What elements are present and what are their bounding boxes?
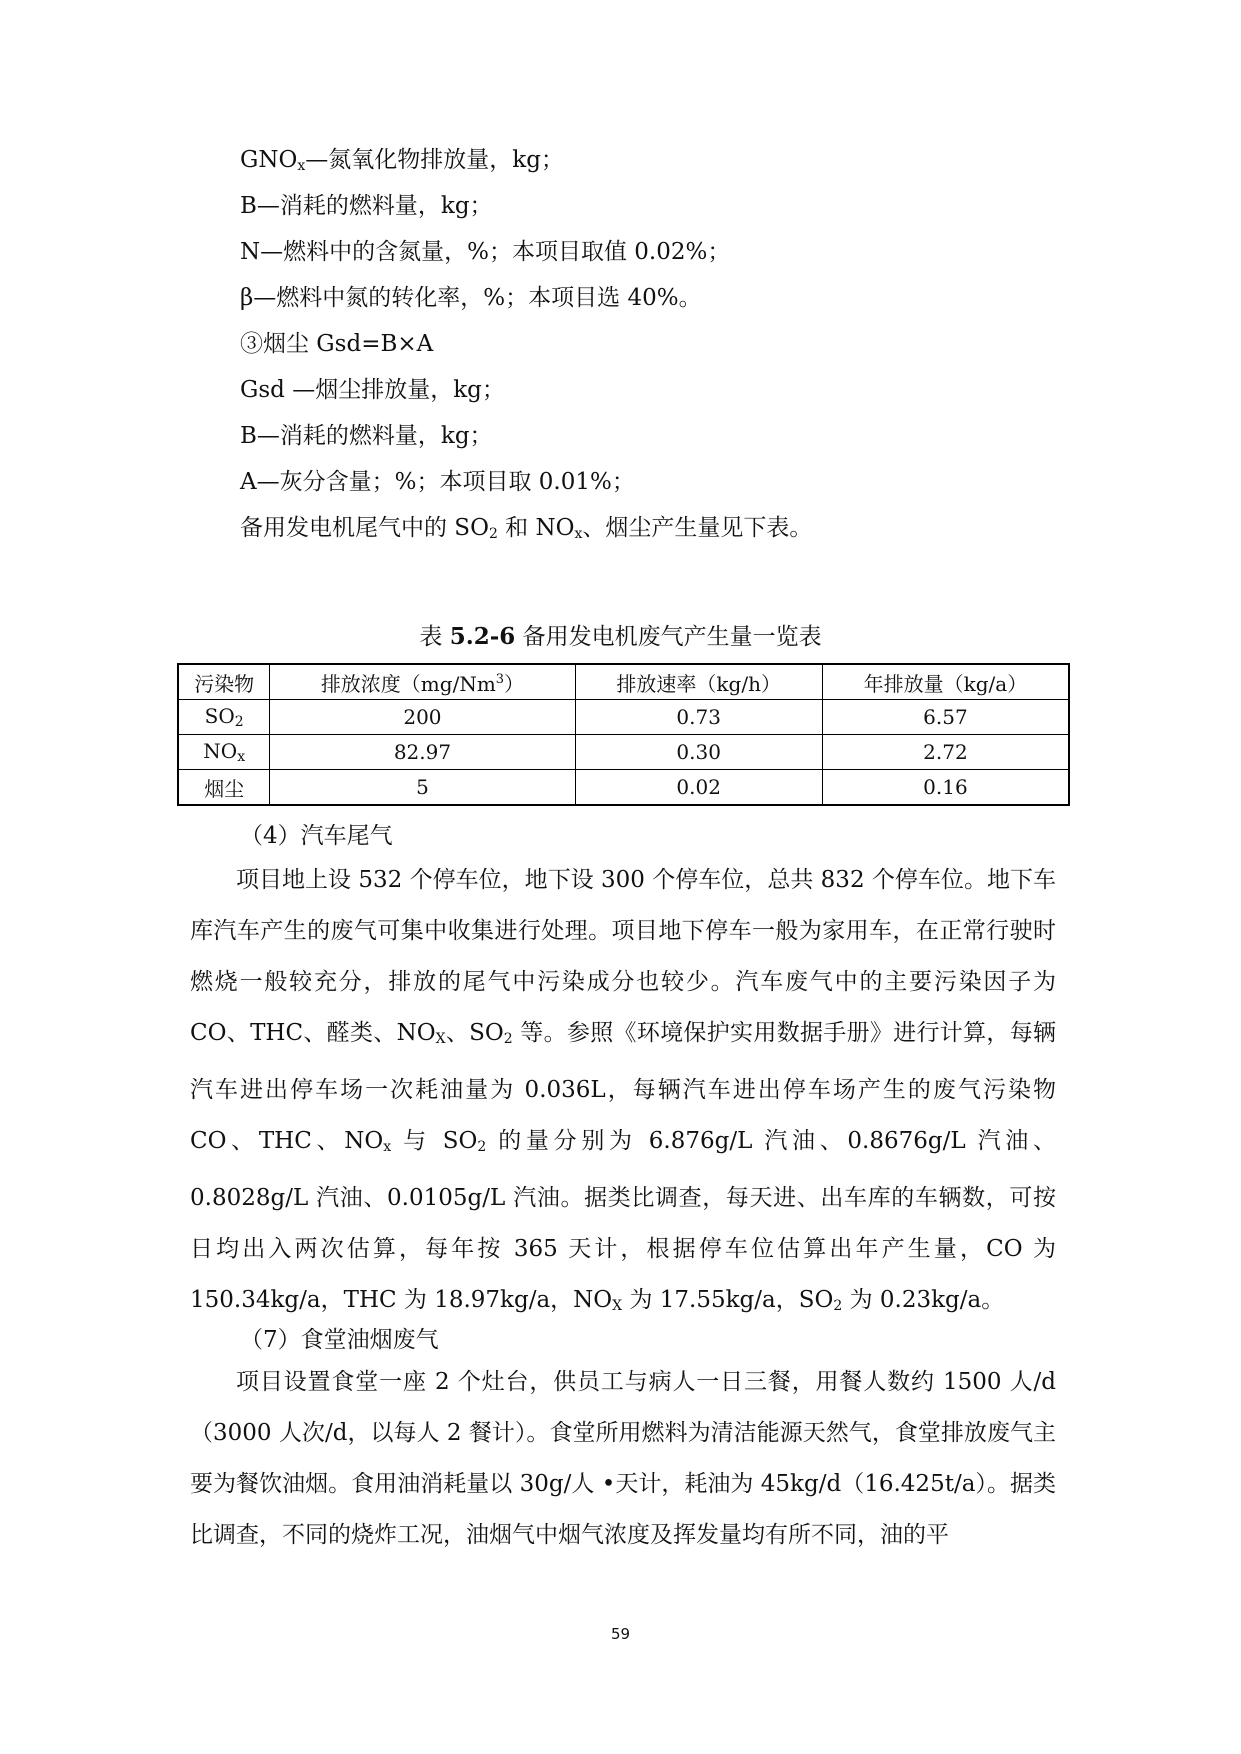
table-row <box>178 700 1069 735</box>
table-cell: 5 <box>270 770 575 806</box>
formula-line: B—消耗的燃料量，kg； <box>240 423 493 449</box>
header-cell: 排放浓度（mg/Nm$^3$） <box>270 664 575 700</box>
emissions-table <box>177 663 1070 806</box>
header-cell: 年排放量（kg/a） <box>822 664 1069 700</box>
table-cell: 0.73 <box>575 700 822 735</box>
section-heading: （4）汽车尾气 <box>240 823 393 849</box>
table-row <box>178 735 1069 770</box>
table-caption <box>0 622 1241 652</box>
table-cell: 0.30 <box>575 735 822 770</box>
table-row <box>178 770 1069 806</box>
formula-line: $GNO_x—$氮氧化物排放量，kg； <box>240 147 564 174</box>
caption-number: 5.2-6 <box>449 623 516 650</box>
table-cell: 烟尘 <box>178 770 270 806</box>
formula-line: ③烟尘 Gsd=B×A <box>240 331 434 357</box>
table-cell: $SO_2$ <box>178 700 270 735</box>
caption-title: 备用发电机废气产生量一览表 <box>522 624 822 650</box>
paragraph: 项目设置食堂一座 2 个灶台，供员工与病人一日三餐，用餐人数约 1500 人/d（3000 人次/d，以每人 2 餐计）。食堂所用燃料为清洁能源天然气，食堂排放废气主要为餐饮油烟。食用油消耗量以 30g/人 •天计，耗油为 45kg/d（16.425t/a）。据类比调查，不同的烧炸工况，油烟气中烟气浓度及挥发量均有所不同，油的平 <box>190 1369 1056 1548</box>
header-cell: 污染物 <box>178 664 270 700</box>
page-number: 59 <box>610 1625 631 1643</box>
formula-line: B—消耗的燃料量，kg； <box>240 193 493 219</box>
formula-line: A—灰分含量；%；本项目取 0.01%； <box>240 469 635 495</box>
caption-prefix: 表 <box>419 624 443 650</box>
formula-line: N—燃料中的含氮量，%；本项目取值 0.02%； <box>240 239 731 265</box>
formula-line: Gsd —烟尘排放量，kg； <box>240 377 505 403</box>
table-cell: 0.02 <box>575 770 822 806</box>
formula-line: β—燃料中氮的转化率，%；本项目选 40%。 <box>240 285 702 311</box>
table-cell: 82.97 <box>270 735 575 770</box>
section-heading: （7）食堂油烟废气 <box>240 1327 439 1353</box>
header-cell: 排放速率（kg/h） <box>575 664 822 700</box>
table-cell: 200 <box>270 700 575 735</box>
table-cell: 2.72 <box>822 735 1069 770</box>
table-cell: 6.57 <box>822 700 1069 735</box>
formula-line: 备用发电机尾气中的 $SO_2$ 和 $NO_x$、烟尘产生量见下表。 <box>240 515 813 542</box>
paragraph: 项目地上设 532 个停车位，地下设 300 个停车位，总共 832 个停车位。地下车库汽车产生的废气可集中收集进行处理。项目地下停车一般为家用车，在正常行驶时燃烧一般较充分，排放的尾气中污染成分也较少。汽车废气中的主要污染因子为 CO、THC、醛类、$NO_X$、$SO_2$ 等。参照《环境保护实用数据手册》进行计算，每辆汽车进出停车场一次耗油量为 0.036L，每辆汽车进出停车场产生的废气污染物 CO、THC、$NO_x$ 与 $SO_2$ 的量分别为 6.876g/L 汽油、0.8676g/L 汽油、0.8028g/L 汽油、0.0105g/L 汽油。据类比调查，每天进、出车库的车辆数，可按日均出入两次估算，每年按 365 天计，根据停车位估算出年产生量，CO 为 150.34kg/a，THC 为 18.97kg/a，$NO_X$ 为 17.55kg/a，$SO_2$ 为 0.23kg/a。 <box>190 867 1056 1314</box>
table-cell: 0.16 <box>822 770 1069 806</box>
table-header-row <box>178 664 1069 700</box>
table-cell: $NO_x$ <box>178 735 270 770</box>
